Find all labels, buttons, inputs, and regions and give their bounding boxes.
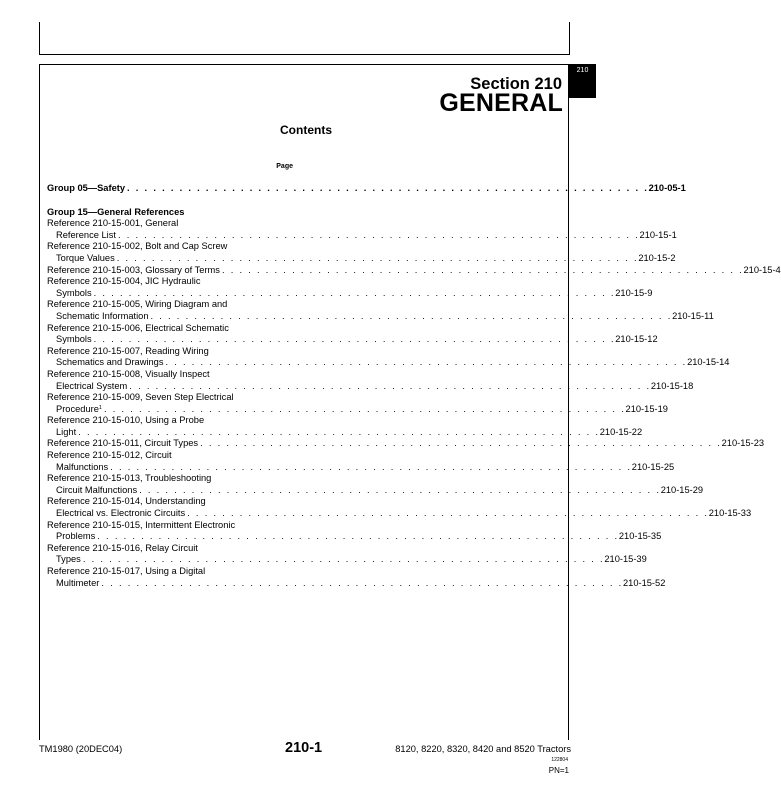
dot-leader: . . . . . . . . . . . . . . . . . . . . . . . . . . . . . . . . . . . . . . . . . . . . . . . . . . . . . . . . . . . . <box>78 426 600 437</box>
toc-entry-line2 <box>47 403 668 416</box>
toc-page: 210-15-19 <box>625 403 668 414</box>
toc-entry[interactable] <box>47 322 658 346</box>
dot-leader: . . . . . . . . . . . . . . . . . . . . . . . . . . . . . . . . . . . . . . . . . . . . . . . . . . . . . . . . . . . . <box>110 461 632 472</box>
section-title: Section 210 <box>470 75 562 93</box>
toc-entry-line1: Reference 210-15-006, Electrical Schematic <box>47 322 229 333</box>
toc-entry-title: Reference 210-15-003, Glossary of Terms <box>47 264 220 275</box>
footnote-marker: 1 <box>98 404 102 411</box>
toc-entry-line1: Reference 210-15-017, Using a Digital <box>47 566 206 576</box>
toc-entry-title: Procedure$^1$ <box>56 403 102 414</box>
toc-page: 210-15-25 <box>631 461 675 472</box>
dot-leader: . . . . . . . . . . . . . . . . . . . . . . . . . . . . . . . . . . . . . . . . . . . . . . . . . . . . . . . . . . . . <box>165 357 688 368</box>
toc-entry-title: Light <box>56 426 77 437</box>
dot-leader: . . . . . . . . . . . . . . . . . . . . . . . . . . . . . . . . . . . . . . . . . . . . . . . . . . . . . . . . . . . . <box>97 531 619 542</box>
dot-leader: . . . . . . . . . . . . . . . . . . . . . . . . . . . . . . . . . . . . . . . . . . . . . . . . . . . . . . . . . . . . <box>93 287 616 298</box>
dot-leader: . . . . . . . . . . . . . . . . . . . . . . . . . . . . . . . . . . . . . . . . . . . . . . . . . . . . . . . . . . . . <box>187 508 709 519</box>
dot-leader: . . . . . . . . . . . . . . . . . . . . . . . . . . . . . . . . . . . . . . . . . . . . . . . . . . . . . . . . . . . . <box>93 334 616 345</box>
toc-page: 210-15-4 <box>743 264 781 275</box>
toc-entry-title: Problems <box>56 531 96 542</box>
toc-entry-title: Reference 210-15-011, Circuit Types <box>47 438 199 449</box>
toc-page: 210-15-22 <box>599 426 643 437</box>
toc-page: 210-05-1 <box>648 183 686 193</box>
section-tab: 210 <box>569 64 596 98</box>
toc-entry-line2 <box>47 426 643 439</box>
toc-entry[interactable] <box>47 368 694 392</box>
toc-entry-line2 <box>47 508 752 520</box>
toc-entry-title: Symbols <box>56 287 92 298</box>
toc-entry-title: Symbols <box>56 334 92 345</box>
dot-leader: . . . . . . . . . . . . . . . . . . . . . . . . . . . . . . . . . . . . . . . . . . . . . . . . . . . . . . . . . . . . <box>103 403 626 414</box>
toc-entry-title: Multimeter <box>56 577 100 588</box>
table-of-contents <box>47 161 781 589</box>
dot-leader: . . . . . . . . . . . . . . . . . . . . . . . . . . . . . . . . . . . . . . . . . . . . . . . . . . . . . . . . . . . . <box>200 438 722 449</box>
toc-entry-line1: Reference 210-15-008, Visually Inspect <box>47 368 210 379</box>
footer-manual-id: TM1980 (20DEC04) <box>39 744 123 754</box>
toc-entry-line1: Reference 210-15-001, General <box>47 218 179 229</box>
toc-entry-title: Circuit Malfunctions <box>56 484 138 495</box>
toc-entry-line2 <box>47 229 677 242</box>
toc-entry[interactable] <box>47 542 647 566</box>
toc-entry[interactable] <box>47 473 704 496</box>
toc-entry[interactable] <box>47 299 714 322</box>
top-left-rule <box>39 22 40 55</box>
toc-entry-line1: Reference 210-15-014, Understanding <box>47 496 206 507</box>
toc-entry-title: Schematic Information <box>56 310 149 321</box>
top-right-rule <box>569 22 570 55</box>
toc-entry[interactable] <box>47 218 677 241</box>
toc-entry[interactable] <box>47 519 662 543</box>
toc-entry-line1: Reference 210-15-002, Bolt and Cap Screw <box>47 241 228 252</box>
toc-entry[interactable] <box>47 438 765 450</box>
toc-entry-line1: Reference 210-15-012, Circuit <box>47 450 172 461</box>
toc-entry-line2 <box>47 310 714 323</box>
toc-entry-line1: Reference 210-15-007, Reading Wiring <box>47 345 209 356</box>
toc-page: 210-15-9 <box>615 287 653 298</box>
toc-reference-list <box>47 218 781 589</box>
toc-entry-line2 <box>47 357 730 369</box>
toc-entry-line1: Reference 210-15-015, Intermittent Electronic <box>47 519 236 530</box>
footer-model-list: 8120, 8220, 8320, 8420 and 8520 Tractors <box>395 744 571 754</box>
toc-entry[interactable] <box>47 276 653 299</box>
toc-page: 210-15-23 <box>721 438 765 449</box>
toc-page: 210-15-29 <box>660 484 704 495</box>
toc-entry-line2 <box>47 380 694 393</box>
toc-page: 210-15-18 <box>650 380 694 391</box>
toc-entry-title: Types <box>56 554 81 565</box>
toc-page: 210-15-12 <box>615 334 658 345</box>
toc-entry-title: Malfunctions <box>56 461 109 472</box>
footer-page-number: 210-1 <box>285 740 323 756</box>
toc-entry-title: Electrical vs. Electronic Circuits <box>56 508 186 519</box>
toc-entry[interactable] <box>47 264 781 277</box>
toc-entry-line2 <box>47 334 658 346</box>
toc-entry-line1: Reference 210-15-009, Seven Step Electrical <box>47 392 234 403</box>
dot-leader: . . . . . . . . . . . . . . . . . . . . . . . . . . . . . . . . . . . . . . . . . . . . . . . . . . . . . . . . . . . . <box>82 554 605 565</box>
toc-page: 210-15-2 <box>638 252 676 263</box>
toc-page: 210-15-14 <box>687 357 730 368</box>
toc-entry-line1: Reference 210-15-010, Using a Probe <box>47 415 205 426</box>
toc-entry-title: Schematics and Drawings <box>56 357 164 368</box>
dot-leader: . . . . . . . . . . . . . . . . . . . . . . . . . . . . . . . . . . . . . . . . . . . . . . . . . . . . . . . . . . . . <box>101 577 623 588</box>
toc-entry-title: Torque Values <box>56 252 115 263</box>
toc-group-15-title: Group 15—General References <box>47 206 185 217</box>
dot-leader: . . . . . . . . . . . . . . . . . . . . . . . . . . . . . . . . . . . . . . . . . . . . . . . . . . . . . . . . . . . . <box>127 183 649 193</box>
top-rule <box>39 54 569 55</box>
toc-page: 210-15-33 <box>708 508 752 519</box>
toc-entry-line2 <box>47 287 653 300</box>
toc-group-05[interactable] <box>47 183 686 195</box>
footer-pn: PN=1 <box>548 766 569 775</box>
footer-code: 122804 <box>551 757 568 763</box>
toc-page: 210-15-35 <box>618 531 662 542</box>
toc-entry-line2 <box>47 554 647 566</box>
toc-entry[interactable] <box>47 415 643 438</box>
toc-entry-line1: Reference 210-15-016, Relay Circuit <box>47 542 198 553</box>
toc-entry-line1: Reference 210-15-005, Wiring Diagram and <box>47 299 228 310</box>
toc-entry[interactable] <box>47 496 752 519</box>
toc-page: 210-15-1 <box>639 229 677 240</box>
toc-entry[interactable] <box>47 345 730 369</box>
toc-entry-line2 <box>47 252 676 265</box>
dot-leader: . . . . . . . . . . . . . . . . . . . . . . . . . . . . . . . . . . . . . . . . . . . . . . . . . . . . . . . . . . . . <box>129 380 651 391</box>
toc-entry-line1 <box>47 438 765 450</box>
toc-entry[interactable] <box>47 241 676 264</box>
toc-entry-line1 <box>47 264 781 277</box>
toc-entry[interactable] <box>47 566 666 589</box>
dot-leader: . . . . . . . . . . . . . . . . . . . . . . . . . . . . . . . . . . . . . . . . . . . . . . . . . . . . . . . . . . . . <box>221 264 744 275</box>
toc-page: 210-15-39 <box>604 554 647 565</box>
toc-entry-line2 <box>47 577 666 590</box>
toc-entry-line2 <box>47 531 662 543</box>
toc-entry[interactable] <box>47 392 668 415</box>
toc-entry-line1: Reference 210-15-013, Troubleshooting <box>47 473 212 484</box>
toc-page: 210-15-52 <box>622 577 666 588</box>
toc-entry-title: Electrical System <box>56 380 128 391</box>
dot-leader: . . . . . . . . . . . . . . . . . . . . . . . . . . . . . . . . . . . . . . . . . . . . . . . . . . . . . . . . . . . . <box>116 252 639 263</box>
dot-leader: . . . . . . . . . . . . . . . . . . . . . . . . . . . . . . . . . . . . . . . . . . . . . . . . . . . . . . . . . . . . <box>150 310 673 321</box>
toc-entry-line2 <box>47 461 675 474</box>
page-column-label: Page <box>276 163 293 170</box>
contents-heading: Contents <box>280 123 332 137</box>
toc-entry-title: Reference List <box>56 229 116 240</box>
dot-leader: . . . . . . . . . . . . . . . . . . . . . . . . . . . . . . . . . . . . . . . . . . . . . . . . . . . . . . . . . . . . <box>139 484 661 495</box>
toc-entry[interactable] <box>47 450 675 473</box>
toc-entry-line2 <box>47 484 704 497</box>
dot-leader: . . . . . . . . . . . . . . . . . . . . . . . . . . . . . . . . . . . . . . . . . . . . . . . . . . . . . . . . . . . . <box>117 229 640 240</box>
toc-group-05-title: Group 05—Safety <box>47 183 126 193</box>
general-title: GENERAL <box>439 89 563 117</box>
toc-page: 210-15-11 <box>672 310 714 321</box>
toc-entry-line1: Reference 210-15-004, JIC Hydraulic <box>47 276 201 287</box>
